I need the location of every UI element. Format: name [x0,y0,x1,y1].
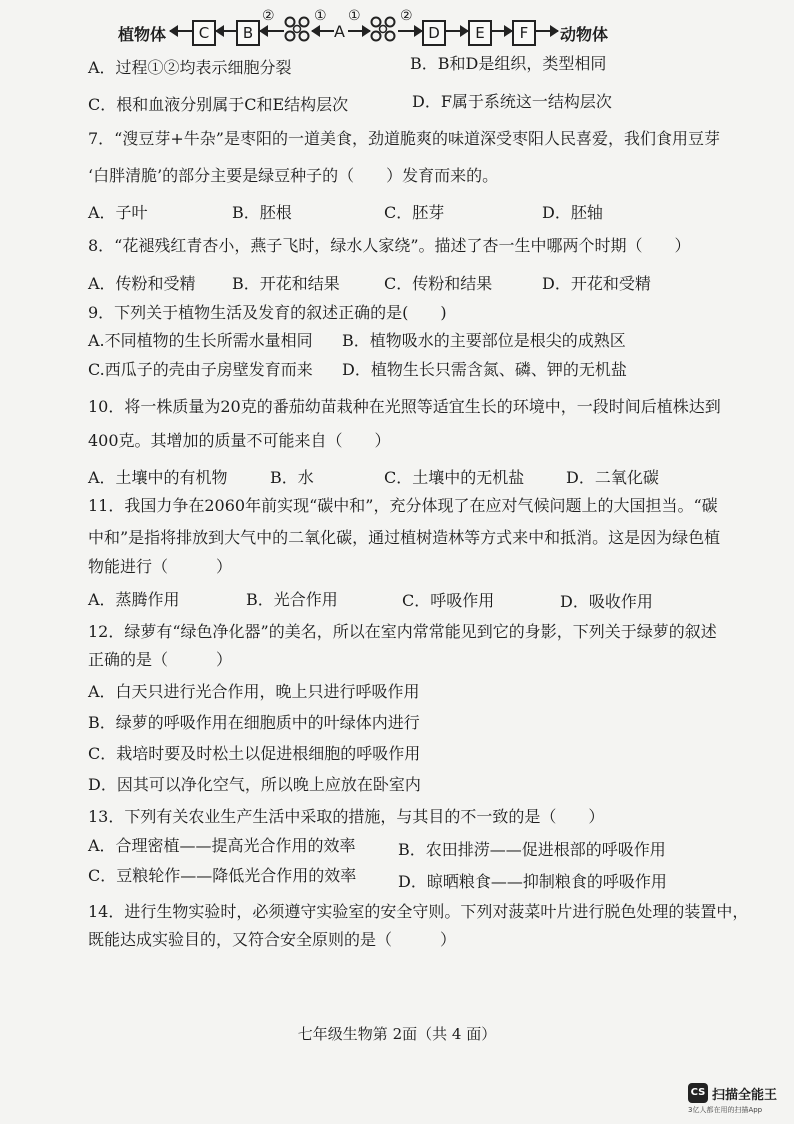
q10-option-b: B．水 [270,468,314,487]
q6-option-c: C．根和血液分别属于C和E结构层次 [88,95,349,114]
page-footer: 七年级生物第 2面（共 4 面） [297,1025,497,1043]
q13-stem: 13．下列有关农业生产生活中采取的措施，与其目的不一致的是（ ） [88,807,605,826]
q13-option-d: D．晾晒粮食——抑制粮食的呼吸作用 [398,872,667,891]
arrow-to-f [492,30,512,32]
q12-option-a: A．白天只进行光合作用，晚上只进行呼吸作用 [88,682,420,701]
q11-option-b: B．光合作用 [246,590,338,609]
process-1-left: ① [314,8,327,24]
q7-option-d: D．胚轴 [542,203,603,222]
box-b: B [236,20,260,46]
q8-stem: 8．“花褪残红青杏小，燕子飞时，绿水人家绕”。描述了杏一生中哪两个时期（ ） [88,236,691,255]
q11-stem-2: 中和”是指将排放到大气中的二氧化碳，通过植树造林等方式来中和抵消。这是因为绿色植 [88,528,721,547]
process-1-right: ① [348,8,361,24]
q8-option-a: A．传粉和受精 [88,274,196,293]
scanner-watermark [688,1083,788,1117]
arrow-to-cells-right [348,30,370,32]
arrow-to-e [446,30,468,32]
q7-option-a: A．子叶 [88,203,148,222]
q10-stem-1: 10．将一株质量为20克的番茄幼苗栽种在光照等适宜生长的环境中，一段时间后植株达到 [88,397,721,416]
q9-stem: 9．下列关于植物生活及发育的叙述正确的是( ) [88,303,447,322]
q7-option-b: B．胚根 [232,203,292,222]
q11-option-a: A．蒸腾作用 [88,590,180,609]
arrow-to-c [216,30,236,32]
q10-stem-2: 400克。其增加的质量不可能来自（ ） [88,431,391,450]
q8-option-c: C．传粉和结果 [384,274,493,293]
process-2-right: ② [400,8,413,24]
box-e: E [468,20,492,46]
q6-option-d: D．F属于系统这一结构层次 [412,92,612,111]
q11-option-d: D．吸收作用 [560,592,653,611]
q12-option-b: B．绿萝的呼吸作用在细胞质中的叶绿体内进行 [88,713,420,732]
q11-stem-1: 11．我国力争在2060年前实现“碳中和”，充分体现了在应对气候问题上的大国担当。“碳 [88,496,718,515]
q8-option-b: B．开花和结果 [232,274,340,293]
arrow-to-d [398,30,422,32]
q10-option-d: D．二氧化碳 [566,468,659,487]
q13-option-a: A．合理密植——提高光合作用的效率 [88,836,356,855]
arrow-to-plant [170,30,192,32]
q7-stem-1: 7．“溲豆芽+牛杂”是枣阳的一道美食，劲道脆爽的味道深受枣阳人民喜爱，我们食用豆芽 [88,129,720,148]
box-d: D [422,20,446,46]
q6-option-a: A．过程①②均表示细胞分裂 [88,58,292,77]
scanner-tagline: 3亿人都在用的扫描App [688,1106,763,1114]
q7-stem-2: ‘白胖清脆’的部分主要是绿豆种子的（ ）发育而来的。 [88,166,499,185]
q9-option-a: A.不同植物的生长所需水量相同 [88,331,313,350]
q13-option-c: C．豆粮轮作——降低光合作用的效率 [88,866,357,885]
q12-stem-2: 正确的是（ ） [88,650,233,669]
q11-option-c: C．呼吸作用 [402,591,495,610]
q10-option-c: C．土壤中的无机盐 [384,468,525,487]
tissue-structure-diagram [118,10,758,50]
q14-stem-2: 既能达成实验目的，又符合安全原则的是（ ） [88,930,457,949]
cell-a-label: A [334,22,345,41]
q13-option-b: B．农田排涝——促进根部的呼吸作用 [398,840,666,859]
q7-option-c: C．胚芽 [384,203,445,222]
animal-body-label: 动物体 [560,25,609,44]
q12-option-d: D．因其可以净化空气，所以晚上应放在卧室内 [88,775,421,794]
q9-option-c: C.西瓜子的壳由子房壁发育而来 [88,360,313,379]
arrow-to-b [260,30,284,32]
q6-option-b: B．B和D是组织，类型相同 [410,54,607,73]
box-c: C [192,20,216,46]
arrow-to-animal [536,30,558,32]
q12-stem-1: 12．绿萝有“绿色净化器”的美名，所以在室内常常能见到它的身影，下列关于绿萝的叙述 [88,622,717,641]
plant-body-label: 植物体 [118,25,167,44]
process-2-left: ② [262,8,275,24]
scanner-logo-icon: CS [688,1083,708,1103]
q11-stem-3: 物能进行（ ） [88,557,233,576]
q14-stem-1: 14．进行生物实验时，必须遵守实验室的安全守则。下列对菠菜叶片进行脱色处理的装置中， [88,902,749,921]
box-f: F [512,20,536,46]
scanner-app-name: 扫描全能王 [712,1088,778,1103]
q12-option-c: C．栽培时要及时松土以促进根细胞的呼吸作用 [88,744,421,763]
q9-option-b: B．植物吸水的主要部位是根尖的成熟区 [342,331,626,350]
cell-cluster-left-icon [284,16,310,42]
q9-option-d: D．植物生长只需含氮、磷、钾的无机盐 [342,360,627,379]
q8-option-d: D．开花和受精 [542,274,651,293]
cell-cluster-right-icon [370,16,396,42]
q10-option-a: A．土壤中的有机物 [88,468,228,487]
arrow-to-cells-left [312,30,334,32]
